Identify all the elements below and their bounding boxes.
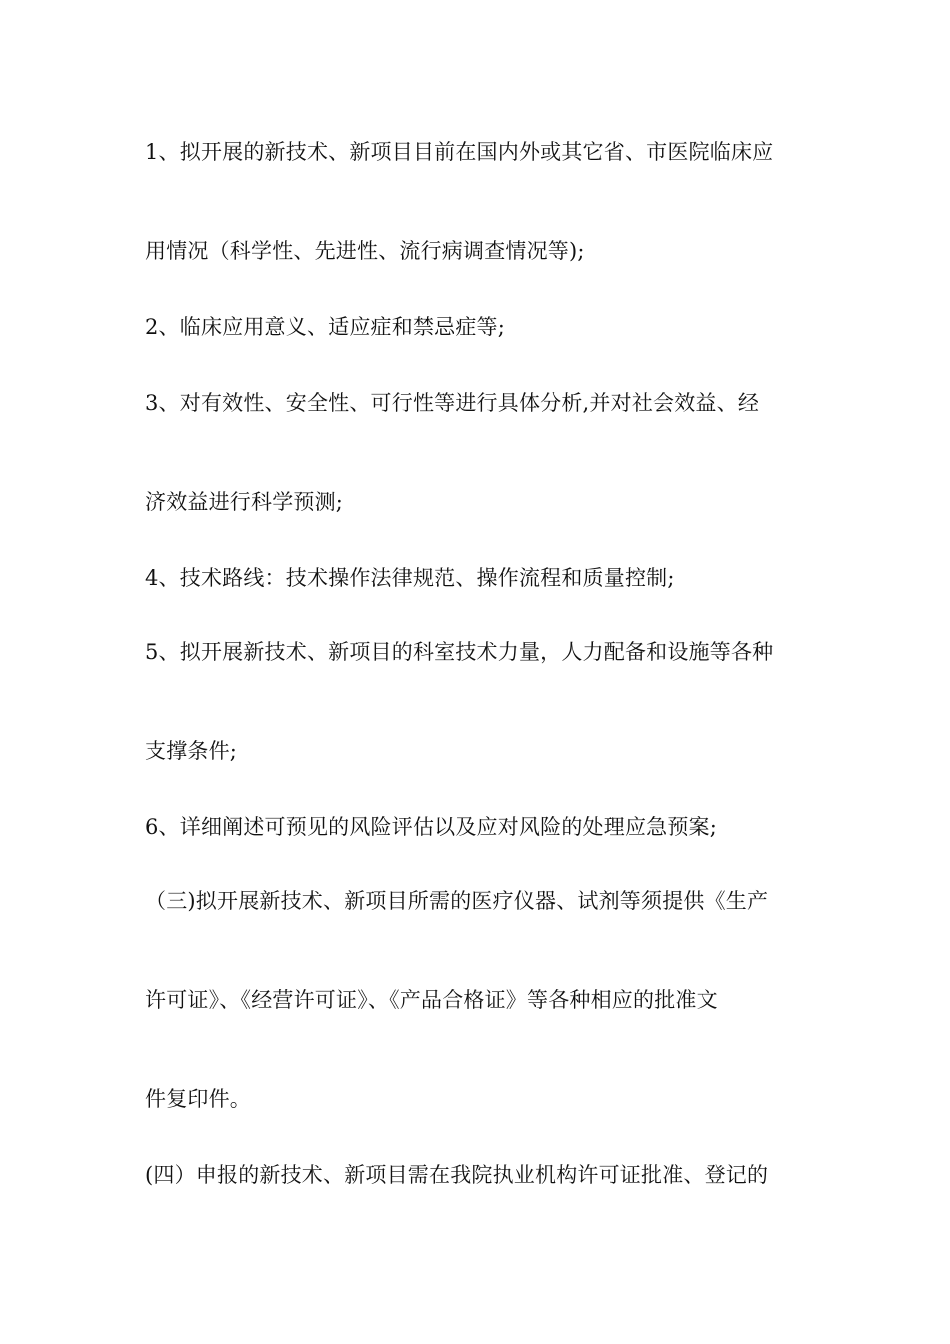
text-line: 件复印件。 (145, 1087, 251, 1111)
text-line: 用情况（科学性、先进性、流行病调查情况等); (145, 239, 585, 263)
text-line: （三)拟开展新技术、新项目所需的医疗仪器、试剂等须提供《生产 (145, 889, 769, 913)
text-line: 支撑条件; (145, 739, 238, 763)
text-line: 2、临床应用意义、适应症和禁忌症等; (145, 315, 506, 339)
text-line: 济效益进行科学预测; (145, 490, 344, 514)
text-line: 5、拟开展新技术、新项目的科室技术力量，人力配备和设施等各种 (145, 640, 774, 664)
text-line: (四）申报的新技术、新项目需在我院执业机构许可证批准、登记的 (145, 1163, 769, 1187)
text-line: 3、对有效性、安全性、可行性等进行具体分析,并对社会效益、经 (145, 391, 760, 415)
text-line: 许可证》、《经营许可证》、《产品合格证》等各种相应的批准文 (145, 988, 718, 1012)
text-line: 6、详细阐述可预见的风险评估以及应对风险的处理应急预案; (145, 815, 718, 839)
text-line: 4、技术路线：技术操作法律规范、操作流程和质量控制; (145, 566, 675, 590)
text-line: 1、拟开展的新技术、新项目目前在国内外或其它省、市医院临床应 (145, 140, 774, 164)
